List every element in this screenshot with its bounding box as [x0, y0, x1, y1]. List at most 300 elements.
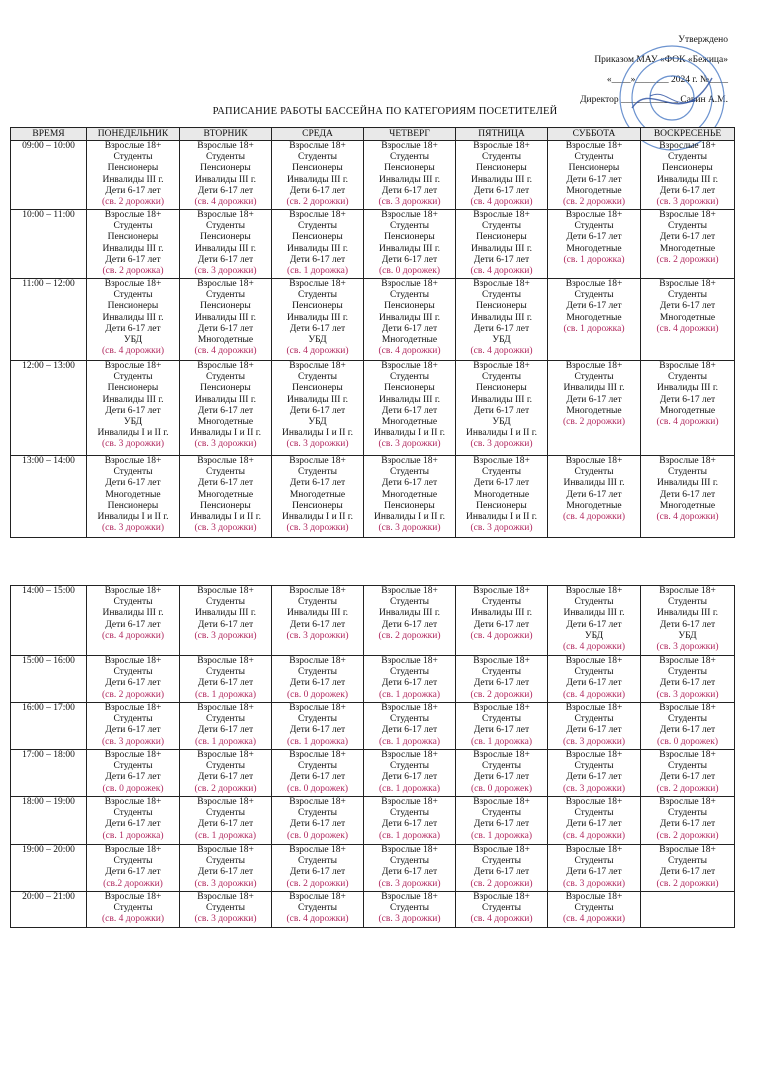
- header-day: ПЯТНИЦА: [456, 128, 548, 141]
- free-lanes: (св. 4 дорожки): [562, 830, 625, 841]
- time-slot: 11:00 – 12:00: [11, 279, 87, 361]
- table-row: [11, 656, 735, 703]
- visitor-category: Пенсионеры: [107, 232, 159, 243]
- visitor-category: УБД: [308, 417, 327, 428]
- visitor-category: Дети 6-17 лет: [197, 323, 254, 334]
- schedule-cell: [548, 456, 641, 538]
- visitor-category: Взрослые 18+: [381, 456, 438, 466]
- visitor-category: Дети 6-17 лет: [566, 725, 622, 736]
- schedule-cell: [641, 703, 735, 750]
- schedule-cell: [456, 586, 548, 656]
- visitor-category: Многодетные: [197, 417, 254, 428]
- visitor-category: Многодетные: [566, 243, 622, 254]
- visitor-category: Дети 6-17 лет: [381, 405, 438, 416]
- free-lanes: (св. 4 дорожки): [656, 323, 719, 334]
- visitor-category: Студенты: [574, 667, 614, 678]
- schedule-cell: [548, 210, 641, 279]
- visitor-category: Студенты: [297, 221, 338, 232]
- schedule-table-part-1: [10, 127, 735, 538]
- visitor-category: Студенты: [481, 152, 522, 163]
- visitor-category: Студенты: [389, 667, 430, 678]
- free-lanes: (св. 4 дорожки): [194, 197, 257, 208]
- visitor-category: Инвалиды III г.: [378, 608, 441, 619]
- visitor-category: Дети 6-17 лет: [566, 819, 622, 830]
- schedule-cell: [641, 797, 735, 845]
- free-lanes: (св. 0 дорожек): [286, 783, 349, 794]
- visitor-category: Инвалиды III г.: [286, 608, 349, 619]
- visitor-category: Взрослые 18+: [381, 141, 438, 151]
- time-slot: 18:00 – 19:00: [11, 797, 87, 845]
- visitor-category: Инвалиды III г.: [286, 312, 349, 323]
- free-lanes: (св. 2 дорожки): [562, 197, 625, 208]
- free-lanes: (св. 1 дорожка): [470, 830, 532, 841]
- schedule-cell: [641, 750, 735, 797]
- schedule-cell: [456, 210, 548, 279]
- visitor-category: Студенты: [205, 372, 246, 383]
- visitor-category: Дети 6-17 лет: [566, 174, 622, 185]
- visitor-category: Пенсионеры: [292, 301, 343, 312]
- free-lanes: (св. 0 дорожек): [656, 736, 719, 747]
- free-lanes: (св. 4 дорожки): [470, 914, 533, 925]
- visitor-category: Взрослые 18+: [381, 892, 438, 902]
- schedule-cell: [364, 845, 456, 892]
- free-lanes: (св. 1 дорожка): [378, 783, 440, 794]
- schedule-cell: [548, 797, 641, 845]
- schedule-cell: [364, 797, 456, 845]
- free-lanes: (св. 4 дорожки): [562, 914, 625, 925]
- visitor-category: Взрослые 18+: [659, 279, 716, 289]
- schedule-cell: [272, 279, 364, 361]
- visitor-category: Взрослые 18+: [104, 586, 162, 596]
- visitor-category: Дети 6-17 лет: [197, 678, 254, 689]
- visitor-category: Студенты: [389, 856, 430, 867]
- schedule-cell: [364, 456, 456, 538]
- visitor-category: Студенты: [574, 714, 614, 725]
- visitor-category: Взрослые 18+: [565, 279, 623, 289]
- visitor-category: Взрослые 18+: [473, 361, 530, 371]
- free-lanes: (св. 2 дорожки): [656, 783, 719, 794]
- free-lanes: (св. 3 дорожки): [286, 439, 349, 450]
- visitor-category: Дети 6-17 лет: [381, 678, 438, 689]
- visitor-category: Взрослые 18+: [473, 141, 530, 151]
- visitor-category: Студенты: [667, 152, 708, 163]
- visitor-category: Студенты: [113, 290, 153, 301]
- visitor-category: Дети 6-17 лет: [105, 619, 161, 630]
- visitor-category: Пенсионеры: [200, 500, 251, 511]
- free-lanes: (св. 4 дорожки): [656, 417, 719, 428]
- visitor-category: Взрослые 18+: [289, 845, 346, 855]
- visitor-category: Дети 6-17 лет: [566, 867, 622, 878]
- visitor-category: Инвалиды I и II г.: [190, 512, 261, 523]
- free-lanes: (св. 3 дорожки): [378, 914, 441, 925]
- visitor-category: Дети 6-17 лет: [381, 478, 438, 489]
- visitor-category: Студенты: [481, 856, 522, 867]
- visitor-category: Студенты: [389, 221, 430, 232]
- visitor-category: Взрослые 18+: [659, 656, 716, 666]
- visitor-category: Инвалиды III г.: [286, 243, 349, 254]
- schedule-cell: [87, 279, 180, 361]
- free-lanes: (св. 3 дорожки): [194, 630, 257, 641]
- visitor-category: Многодетные: [659, 405, 716, 416]
- visitor-category: Взрослые 18+: [381, 279, 438, 289]
- visitor-category: Многодетные: [659, 500, 716, 511]
- visitor-category: Студенты: [481, 221, 522, 232]
- visitor-category: Инвалиды III г.: [656, 174, 719, 185]
- visitor-category: Пенсионеры: [476, 163, 527, 174]
- visitor-category: Инвалиды III г.: [563, 383, 625, 394]
- visitor-category: Взрослые 18+: [104, 892, 162, 902]
- visitor-category: Дети 6-17 лет: [381, 185, 438, 196]
- visitor-category: Взрослые 18+: [565, 361, 623, 371]
- visitor-category: Студенты: [389, 761, 430, 772]
- visitor-category: Взрослые 18+: [289, 586, 346, 596]
- table-row: [11, 750, 735, 797]
- visitor-category: Студенты: [205, 903, 246, 914]
- visitor-category: Студенты: [481, 667, 522, 678]
- visitor-category: Взрослые 18+: [381, 845, 438, 855]
- visitor-category: УБД: [123, 335, 143, 346]
- visitor-category: Дети 6-17 лет: [289, 819, 346, 830]
- visitor-category: Взрослые 18+: [104, 750, 162, 760]
- table-row: [11, 279, 735, 361]
- visitor-category: Инвалиды III г.: [656, 478, 719, 489]
- visitor-category: Дети 6-17 лет: [381, 819, 438, 830]
- visitor-category: Дети 6-17 лет: [566, 489, 622, 500]
- time-slot: 16:00 – 17:00: [11, 703, 87, 750]
- free-lanes: (св. 3 дорожки): [656, 642, 719, 653]
- visitor-category: Студенты: [667, 467, 708, 478]
- visitor-category: Студенты: [297, 808, 338, 819]
- visitor-category: Дети 6-17 лет: [473, 254, 530, 265]
- table-row: [11, 361, 735, 456]
- free-lanes: (св. 1 дорожка): [286, 736, 348, 747]
- visitor-category: Студенты: [667, 290, 708, 301]
- schedule-cell: [548, 361, 641, 456]
- visitor-category: Студенты: [113, 903, 153, 914]
- table-row: [11, 210, 735, 279]
- visitor-category: Дети 6-17 лет: [381, 867, 438, 878]
- schedule-cell: [456, 656, 548, 703]
- visitor-category: Взрослые 18+: [289, 210, 346, 220]
- free-lanes: (св. 4 дорожки): [101, 914, 164, 925]
- free-lanes: (св. 4 дорожки): [562, 642, 625, 653]
- schedule-cell: [87, 892, 180, 928]
- visitor-category: Инвалиды I и II г.: [374, 512, 445, 523]
- visitor-category: Взрослые 18+: [381, 586, 438, 596]
- visitor-category: Дети 6-17 лет: [105, 772, 161, 783]
- schedule-cell: [641, 586, 735, 656]
- visitor-category: Пенсионеры: [476, 232, 527, 243]
- visitor-category: Дети 6-17 лет: [197, 867, 254, 878]
- schedule-cell: [364, 750, 456, 797]
- visitor-category: Дети 6-17 лет: [289, 405, 346, 416]
- visitor-category: Студенты: [667, 856, 708, 867]
- time-slot: 20:00 – 21:00: [11, 892, 87, 928]
- free-lanes: (св. 1 дорожка): [470, 736, 532, 747]
- visitor-category: Пенсионеры: [568, 163, 620, 174]
- free-lanes: (св. 2 дорожки): [378, 630, 441, 641]
- schedule-cell: [456, 845, 548, 892]
- visitor-category: Инвалиды III г.: [102, 312, 164, 323]
- schedule-cell: [548, 141, 641, 210]
- visitor-category: Дети 6-17 лет: [659, 619, 716, 630]
- visitor-category: Взрослые 18+: [104, 797, 162, 807]
- schedule-cell: [180, 456, 272, 538]
- visitor-category: Взрослые 18+: [565, 703, 623, 713]
- visitor-category: Взрослые 18+: [197, 361, 254, 371]
- table-header-row: [11, 128, 735, 141]
- visitor-category: Взрослые 18+: [381, 361, 438, 371]
- free-lanes: (св. 1 дорожка): [378, 830, 440, 841]
- visitor-category: Студенты: [667, 372, 708, 383]
- visitor-category: Студенты: [481, 903, 522, 914]
- free-lanes: (св. 4 дорожки): [656, 512, 719, 523]
- schedule-cell: [364, 279, 456, 361]
- schedule-cell: [456, 141, 548, 210]
- visitor-category: Дети 6-17 лет: [473, 678, 530, 689]
- visitor-category: Студенты: [389, 597, 430, 608]
- free-lanes: (св. 4 дорожки): [378, 346, 441, 357]
- page-break-gap: [0, 541, 770, 585]
- time-slot: 13:00 – 14:00: [11, 456, 87, 538]
- schedule-cell: [272, 845, 364, 892]
- free-lanes: (св. 2 дорожки): [656, 254, 719, 265]
- free-lanes: (св. 2 дорожка): [102, 266, 164, 277]
- visitor-category: Пенсионеры: [292, 163, 343, 174]
- schedule-cell: [456, 892, 548, 928]
- visitor-category: Дети 6-17 лет: [105, 678, 161, 689]
- visitor-category: Инвалиды III г.: [194, 608, 257, 619]
- free-lanes: (св. 3 дорожки): [101, 736, 164, 747]
- visitor-category: Студенты: [574, 903, 614, 914]
- free-lanes: (св. 3 дорожки): [470, 523, 533, 534]
- visitor-category: Студенты: [297, 467, 338, 478]
- approval-director: Директор ____________ Савин А.М.: [580, 95, 728, 105]
- visitor-category: Студенты: [481, 808, 522, 819]
- free-lanes: (св. 4 дорожки): [101, 630, 164, 641]
- visitor-category: Студенты: [205, 467, 246, 478]
- visitor-category: Взрослые 18+: [104, 703, 162, 713]
- visitor-category: Пенсионеры: [384, 500, 435, 511]
- time-slot: 10:00 – 11:00: [11, 210, 87, 279]
- visitor-category: Взрослые 18+: [565, 210, 623, 220]
- header-day: ЧЕТВЕРГ: [364, 128, 456, 141]
- table-row: [11, 456, 735, 538]
- visitor-category: Многодетные: [566, 312, 622, 323]
- visitor-category: Взрослые 18+: [104, 361, 162, 371]
- table-row: [11, 141, 735, 210]
- visitor-category: Взрослые 18+: [659, 845, 716, 855]
- schedule-cell: [548, 656, 641, 703]
- visitor-category: Дети 6-17 лет: [105, 254, 161, 265]
- visitor-category: Взрослые 18+: [289, 892, 346, 902]
- visitor-category: Дети 6-17 лет: [473, 725, 530, 736]
- visitor-category: Студенты: [389, 714, 430, 725]
- free-lanes: (св. 1 дорожка): [286, 266, 348, 277]
- visitor-category: Инвалиды I и II г.: [190, 428, 261, 439]
- schedule-cell: [87, 210, 180, 279]
- free-lanes: (св. 2 дорожки): [194, 783, 257, 794]
- schedule-cell: [641, 845, 735, 892]
- schedule-cell: [641, 210, 735, 279]
- schedule-cell: [456, 279, 548, 361]
- visitor-category: Взрослые 18+: [381, 797, 438, 807]
- schedule-cell: [364, 141, 456, 210]
- free-lanes: (св. 2 дорожки): [101, 197, 164, 208]
- visitor-category: Многодетные: [105, 489, 161, 500]
- visitor-category: Студенты: [205, 152, 246, 163]
- visitor-category: УБД: [492, 417, 511, 428]
- schedule-cell: [87, 586, 180, 656]
- free-lanes: (св. 2 дорожки): [101, 689, 164, 700]
- free-lanes: (св. 2 дорожки): [286, 878, 349, 889]
- free-lanes: (св. 3 дорожки): [194, 523, 257, 534]
- visitor-category: Взрослые 18+: [659, 750, 716, 760]
- schedule-cell: [548, 703, 641, 750]
- visitor-category: Дети 6-17 лет: [105, 478, 161, 489]
- free-lanes: (св. 0 дорожек): [470, 783, 533, 794]
- visitor-category: Взрослые 18+: [659, 703, 716, 713]
- visitor-category: Взрослые 18+: [289, 141, 346, 151]
- free-lanes: (св. 3 дорожки): [101, 523, 164, 534]
- visitor-category: Многодетные: [381, 335, 438, 346]
- visitor-category: Студенты: [574, 467, 614, 478]
- schedule-cell: [456, 797, 548, 845]
- visitor-category: Дети 6-17 лет: [659, 185, 716, 196]
- visitor-category: Студенты: [667, 761, 708, 772]
- visitor-category: Пенсионеры: [476, 383, 527, 394]
- free-lanes: (св. 3 дорожки): [194, 439, 257, 450]
- visitor-category: Дети 6-17 лет: [105, 819, 161, 830]
- time-slot: 15:00 – 16:00: [11, 656, 87, 703]
- visitor-category: Дети 6-17 лет: [566, 394, 622, 405]
- free-lanes: (св. 3 дорожки): [378, 523, 441, 534]
- visitor-category: Студенты: [205, 221, 246, 232]
- visitor-category: Взрослые 18+: [473, 750, 530, 760]
- visitor-category: Взрослые 18+: [565, 656, 623, 666]
- schedule-cell: [456, 750, 548, 797]
- visitor-category: Студенты: [481, 290, 522, 301]
- visitor-category: Дети 6-17 лет: [659, 232, 716, 243]
- visitor-category: Дети 6-17 лет: [197, 254, 254, 265]
- visitor-category: Взрослые 18+: [381, 210, 438, 220]
- free-lanes: (св. 2 дорожки): [656, 830, 719, 841]
- visitor-category: Дети 6-17 лет: [473, 185, 530, 196]
- schedule-cell: [272, 750, 364, 797]
- free-lanes: (св. 0 дорожек): [102, 783, 164, 794]
- approval-date: «____»_______ 2024 г. №____: [606, 75, 728, 85]
- visitor-category: Дети 6-17 лет: [105, 867, 161, 878]
- visitor-category: Взрослые 18+: [197, 141, 254, 151]
- visitor-category: Студенты: [574, 290, 614, 301]
- free-lanes: (св. 4 дорожки): [470, 346, 533, 357]
- visitor-category: Взрослые 18+: [565, 797, 623, 807]
- visitor-category: Студенты: [297, 290, 338, 301]
- free-lanes: (св. 2 дорожки): [470, 878, 533, 889]
- free-lanes: (св. 4 дорожки): [286, 914, 349, 925]
- visitor-category: Инвалиды III г.: [563, 478, 625, 489]
- visitor-category: Студенты: [205, 667, 246, 678]
- visitor-category: Студенты: [113, 597, 153, 608]
- free-lanes: (св. 0 дорожек): [378, 266, 441, 277]
- free-lanes: (св. 3 дорожки): [101, 439, 164, 450]
- visitor-category: Многодетные: [659, 312, 716, 323]
- time-slot: 09:00 – 10:00: [11, 141, 87, 210]
- visitor-category: Инвалиды I и II г.: [466, 512, 537, 523]
- approval-order: Приказом МАУ «ФОК «Бежица»: [594, 55, 728, 65]
- visitor-category: Взрослые 18+: [473, 797, 530, 807]
- schedule-cell: [548, 279, 641, 361]
- visitor-category: Дети 6-17 лет: [659, 819, 716, 830]
- visitor-category: Студенты: [574, 597, 614, 608]
- visitor-category: Студенты: [389, 372, 430, 383]
- visitor-category: Дети 6-17 лет: [659, 489, 716, 500]
- visitor-category: Студенты: [481, 467, 522, 478]
- free-lanes: (св. 3 дорожки): [194, 914, 257, 925]
- schedule-cell: [272, 892, 364, 928]
- visitor-category: Инвалиды III г.: [286, 394, 349, 405]
- visitor-category: Взрослые 18+: [381, 656, 438, 666]
- schedule-cell: [641, 456, 735, 538]
- visitor-category: Взрослые 18+: [565, 892, 623, 902]
- free-lanes: (св. 3 дорожки): [378, 197, 441, 208]
- visitor-category: Дети 6-17 лет: [197, 772, 254, 783]
- free-lanes: (св. 2 дорожки): [470, 689, 533, 700]
- free-lanes: (св. 4 дорожки): [562, 689, 625, 700]
- visitor-category: Инвалиды III г.: [470, 312, 533, 323]
- visitor-category: Студенты: [113, 467, 153, 478]
- visitor-category: Дети 6-17 лет: [659, 725, 716, 736]
- schedule-cell: [87, 845, 180, 892]
- visitor-category: Инвалиды III г.: [656, 383, 719, 394]
- header-time: ВРЕМЯ: [11, 128, 87, 141]
- visitor-category: Инвалиды III г.: [378, 312, 441, 323]
- visitor-category: Инвалиды III г.: [470, 174, 533, 185]
- schedule-cell: [548, 892, 641, 928]
- visitor-category: Инвалиды III г.: [194, 394, 257, 405]
- schedule-cell: [641, 656, 735, 703]
- free-lanes: (св. 3 дорожки): [286, 630, 349, 641]
- visitor-category: Студенты: [481, 597, 522, 608]
- free-lanes: (св. 4 дорожки): [194, 346, 257, 357]
- visitor-category: Взрослые 18+: [659, 586, 716, 596]
- schedule-cell: [87, 750, 180, 797]
- visitor-category: Взрослые 18+: [659, 210, 716, 220]
- visitor-category: Многодетные: [289, 489, 346, 500]
- free-lanes: (св. 3 дорожки): [194, 878, 257, 889]
- schedule-cell: [364, 892, 456, 928]
- visitor-category: Инвалиды I и II г.: [97, 512, 169, 523]
- approval-title: Утверждено: [678, 35, 728, 45]
- table-row: [11, 892, 735, 928]
- visitor-category: Инвалиды III г.: [102, 608, 164, 619]
- visitor-category: Студенты: [481, 372, 522, 383]
- visitor-category: Взрослые 18+: [473, 456, 530, 466]
- visitor-category: Взрослые 18+: [197, 750, 254, 760]
- visitor-category: Студенты: [113, 808, 153, 819]
- visitor-category: Инвалиды III г.: [102, 394, 164, 405]
- visitor-category: Взрослые 18+: [197, 279, 254, 289]
- header-day: ВОСКРЕСЕНЬЕ: [641, 128, 735, 141]
- schedule-cell: [87, 703, 180, 750]
- visitor-category: Дети 6-17 лет: [566, 301, 622, 312]
- schedule-cell: [641, 892, 735, 928]
- visitor-category: Студенты: [574, 372, 614, 383]
- schedule-cell: [180, 892, 272, 928]
- visitor-category: Инвалиды III г.: [102, 243, 164, 254]
- free-lanes: (св. 4 дорожки): [101, 346, 164, 357]
- visitor-category: Взрослые 18+: [289, 456, 346, 466]
